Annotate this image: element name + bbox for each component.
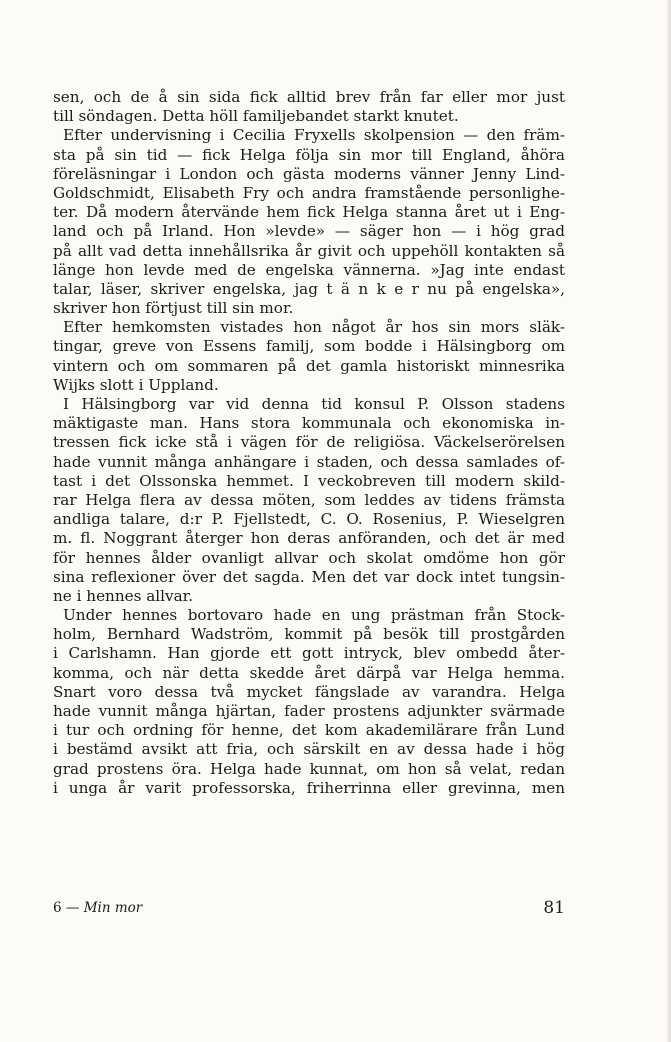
text-line: för hennes ålder ovanligt allvar och skolat omdöme hon gör bbox=[53, 548, 565, 567]
text-line: skriver hon förtjust till sin mor. bbox=[53, 299, 294, 318]
text-line: komma, och när detta skedde året därpå var Helga hemma. bbox=[53, 663, 565, 682]
text-line: vintern och om sommaren på det gamla historiskt minnesrika bbox=[53, 356, 565, 375]
text-line: länge hon levde med de engelska vännerna. »Jag inte endast bbox=[53, 260, 565, 279]
text-line: tingar, greve von Essens familj, som bodde i Hälsingborg om bbox=[53, 337, 565, 356]
text-line: ne i hennes allvar. bbox=[53, 586, 194, 605]
text-line: m. fl. Noggrant återger hon deras anföranden, och det är med bbox=[53, 529, 565, 548]
text-line: föreläsningar i London och gästa moderns vänner Jenny Lind- bbox=[53, 164, 565, 183]
body-text bbox=[53, 88, 565, 798]
text-line: i Carlshamn. Han gjorde ett gott intryck, blev ombedd åter- bbox=[53, 644, 565, 663]
text-line: Wijks slott i Uppland. bbox=[53, 375, 219, 394]
page-number: 81 bbox=[543, 898, 565, 918]
text-line: tressen fick icke stå i vägen för de religiösa. Väckelserörelsen bbox=[53, 433, 565, 452]
text-line: sen, och de å sin sida fick alltid brev från far eller mor just bbox=[53, 88, 565, 106]
page-footer bbox=[53, 896, 565, 922]
signature-number: 6 — bbox=[53, 900, 80, 916]
text-line: i tur och ordning för henne, det kom akademilärare från Lund bbox=[53, 721, 565, 740]
text-line: Snart voro dessa två mycket fängslade av varandra. Helga bbox=[53, 682, 565, 701]
text-line: Efter undervisning i Cecilia Fryxells skolpension — den främ- bbox=[63, 126, 565, 145]
text-line: I Hälsingborg var vid denna tid konsul P. Olsson stadens bbox=[63, 395, 565, 413]
signature-title: Min mor bbox=[83, 900, 143, 916]
text-line: hade vunnit många anhängare i staden, och dessa samlades of- bbox=[53, 452, 565, 471]
text-line: andliga talare, d:r P. Fjellstedt, C. O. Rosenius, P. Wieselgren bbox=[53, 510, 565, 529]
text-line: i bestämd avsikt att fria, och särskilt en av dessa hade i hög bbox=[53, 740, 565, 759]
text-line: Under hennes bortovaro hade en ung prästman från Stock- bbox=[63, 606, 565, 625]
text-line: mäktigaste man. Hans stora kommunala och ekonomiska in- bbox=[53, 414, 565, 433]
text-line: Goldschmidt, Elisabeth Fry och andra framstående personlighe- bbox=[53, 183, 565, 202]
text-line: talar, läser, skriver engelska, jag t ä n k e r nu på engelska», bbox=[53, 279, 565, 298]
text-line: Efter hemkomsten vistades hon något år hos sin mors släk- bbox=[63, 318, 565, 337]
text-line: holm, Bernhard Wadström, kommit på besök till prostgården bbox=[53, 625, 565, 644]
text-line: i unga år varit professorska, friherrinna eller grevinna, men bbox=[53, 778, 565, 797]
text-line: land och på Irland. Hon »levde» — säger hon — i hög grad bbox=[53, 222, 565, 241]
text-line: sta på sin tid — fick Helga följa sin mor till England, åhöra bbox=[53, 145, 565, 164]
text-line: grad prostens öra. Helga hade kunnat, om hon så velat, redan bbox=[53, 759, 565, 778]
text-line: tast i det Olssonska hemmet. I veckobreven till modern skild- bbox=[53, 471, 565, 490]
text-line: hade vunnit många hjärtan, fader prostens adjunkter svärmade bbox=[53, 702, 565, 720]
text-line: ter. Då modern återvände hem fick Helga stanna året ut i Eng- bbox=[53, 203, 565, 222]
text-line: till söndagen. Detta höll familjebandet starkt knutet. bbox=[53, 107, 459, 126]
printer-signature bbox=[53, 900, 142, 916]
text-line: rar Helga flera av dessa möten, som leddes av tidens främsta bbox=[53, 490, 565, 509]
page-edge bbox=[667, 0, 671, 1042]
text-line: sina reflexioner över det sagda. Men det var dock intet tungsin- bbox=[53, 567, 565, 586]
text-line: på allt vad detta innehållsrika år givit och uppehöll kontakten så bbox=[53, 241, 565, 260]
